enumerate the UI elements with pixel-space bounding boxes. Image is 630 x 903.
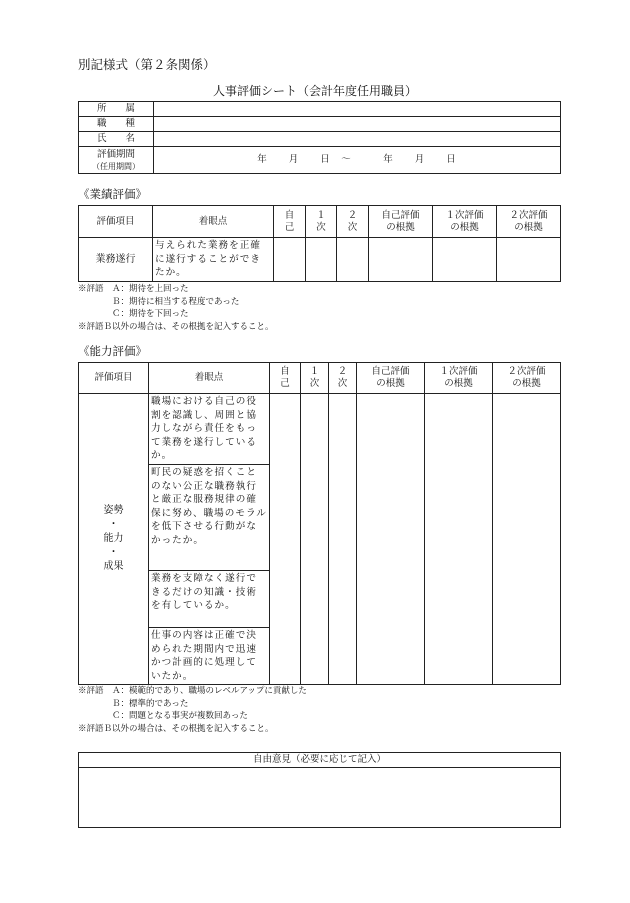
- ability-notes: [78, 685, 307, 735]
- ability-item-ability: 能力: [103, 533, 124, 545]
- header-eval-item: 評価項目: [79, 363, 149, 394]
- section-ability-heading: 《能力評価》: [78, 344, 147, 358]
- label-name: 氏 名: [79, 132, 154, 147]
- performance-notes: [78, 283, 274, 333]
- note-line: ※評語 Ａ：期待を上回った: [78, 284, 189, 294]
- free-opinion-title: 自由意見（必要に応じて記入）: [79, 753, 561, 768]
- period-field[interactable]: 年 月 日 〜 年 月 日: [154, 147, 561, 174]
- header-basis-self: 自己評価 の根拠: [357, 363, 425, 394]
- note-line: Ｃ：期待を下回った: [78, 309, 189, 319]
- free-opinion-field[interactable]: [79, 768, 561, 828]
- self-score-cell[interactable]: [270, 394, 301, 685]
- second-score-cell[interactable]: [329, 394, 357, 685]
- ability-item-result: 成果: [103, 561, 124, 573]
- ability-table: [78, 362, 561, 685]
- header-basis-second: ２次評価 の根拠: [497, 206, 561, 238]
- free-opinion-table: [78, 752, 561, 828]
- second-basis-cell[interactable]: [497, 238, 561, 282]
- note-line: Ｃ：問題となる事実が複数回あった: [78, 711, 248, 721]
- self-basis-cell[interactable]: [369, 238, 433, 282]
- note-line: ※評語Ｂ以外の場合は、その根拠を記入すること。: [78, 321, 274, 332]
- header-first: １ 次: [306, 206, 337, 238]
- note-line: Ｂ：期待に相当する程度であった: [78, 296, 240, 307]
- period-label-sub: （任用期間）: [92, 161, 140, 171]
- header-point: 着眼点: [149, 363, 270, 394]
- note-line: Ｂ：標準的であった: [78, 698, 189, 709]
- second-basis-cell[interactable]: [493, 394, 561, 685]
- row-item-task: 業務遂行: [79, 238, 153, 282]
- section-performance-heading: 《業績評価》: [78, 187, 147, 201]
- sheet-title: 人事評価シート（会計年度任用職員）: [212, 84, 417, 98]
- ability-point-2: 町民の疑惑を招くことのない公正な職務執行と厳正な服務規律の確保に努め、職場のモラルを低下させる行動がなかったか。: [149, 465, 270, 571]
- ability-point-4: 仕事の内容は正確で決められた期間内で迅速かつ計画的に処理していたか。: [149, 628, 270, 685]
- header-self: 自 己: [270, 363, 301, 394]
- header-first: １ 次: [301, 363, 329, 394]
- ability-item-cell: [79, 394, 149, 685]
- row-point-task: 与えられた業務を正確に遂行することができたか。: [153, 238, 274, 282]
- second-score-cell[interactable]: [337, 238, 369, 282]
- ability-point-1: 職場における自己の役割を認識し、周囲と協力しながら責任をもって業務を遂行しているか。: [149, 394, 270, 465]
- self-basis-cell[interactable]: [357, 394, 425, 685]
- ability-item-attitude: 姿勢: [103, 505, 124, 517]
- self-score-cell[interactable]: [274, 238, 306, 282]
- first-basis-cell[interactable]: [433, 238, 497, 282]
- header-basis-first: １次評価 の根拠: [425, 363, 493, 394]
- header-eval-item: 評価項目: [79, 206, 153, 238]
- label-affiliation: 所 属: [79, 102, 154, 117]
- note-line: ※評語 Ａ：模範的であり、職場のレベルアップに貢献した: [78, 686, 307, 696]
- label-period: [79, 147, 154, 174]
- header-basis-first: １次評価 の根拠: [433, 206, 497, 238]
- header-self: 自 己: [274, 206, 306, 238]
- first-score-cell[interactable]: [306, 238, 337, 282]
- label-job-type: 職 種: [79, 117, 154, 132]
- affiliation-field[interactable]: [154, 102, 561, 117]
- header-second: ２ 次: [337, 206, 369, 238]
- ability-point-3: 業務を支障なく遂行できるだけの知識・技術を有しているか。: [149, 571, 270, 628]
- period-label-main: 評価期間: [96, 148, 135, 160]
- first-score-cell[interactable]: [301, 394, 329, 685]
- header-point: 着眼点: [153, 206, 274, 238]
- first-basis-cell[interactable]: [425, 394, 493, 685]
- header-basis-self: 自己評価 の根拠: [369, 206, 433, 238]
- ability-item-dot: ・: [108, 519, 119, 531]
- performance-table: [78, 205, 561, 282]
- note-line: ※評語Ｂ以外の場合は、その根拠を記入すること。: [78, 723, 274, 734]
- name-field[interactable]: [154, 132, 561, 147]
- ability-item-dot: ・: [108, 547, 119, 559]
- job-type-field[interactable]: [154, 117, 561, 132]
- form-title: 別記様式（第２条関係）: [78, 57, 216, 72]
- header-basis-second: ２次評価 の根拠: [493, 363, 561, 394]
- header-second: ２ 次: [329, 363, 357, 394]
- info-table: [78, 101, 561, 174]
